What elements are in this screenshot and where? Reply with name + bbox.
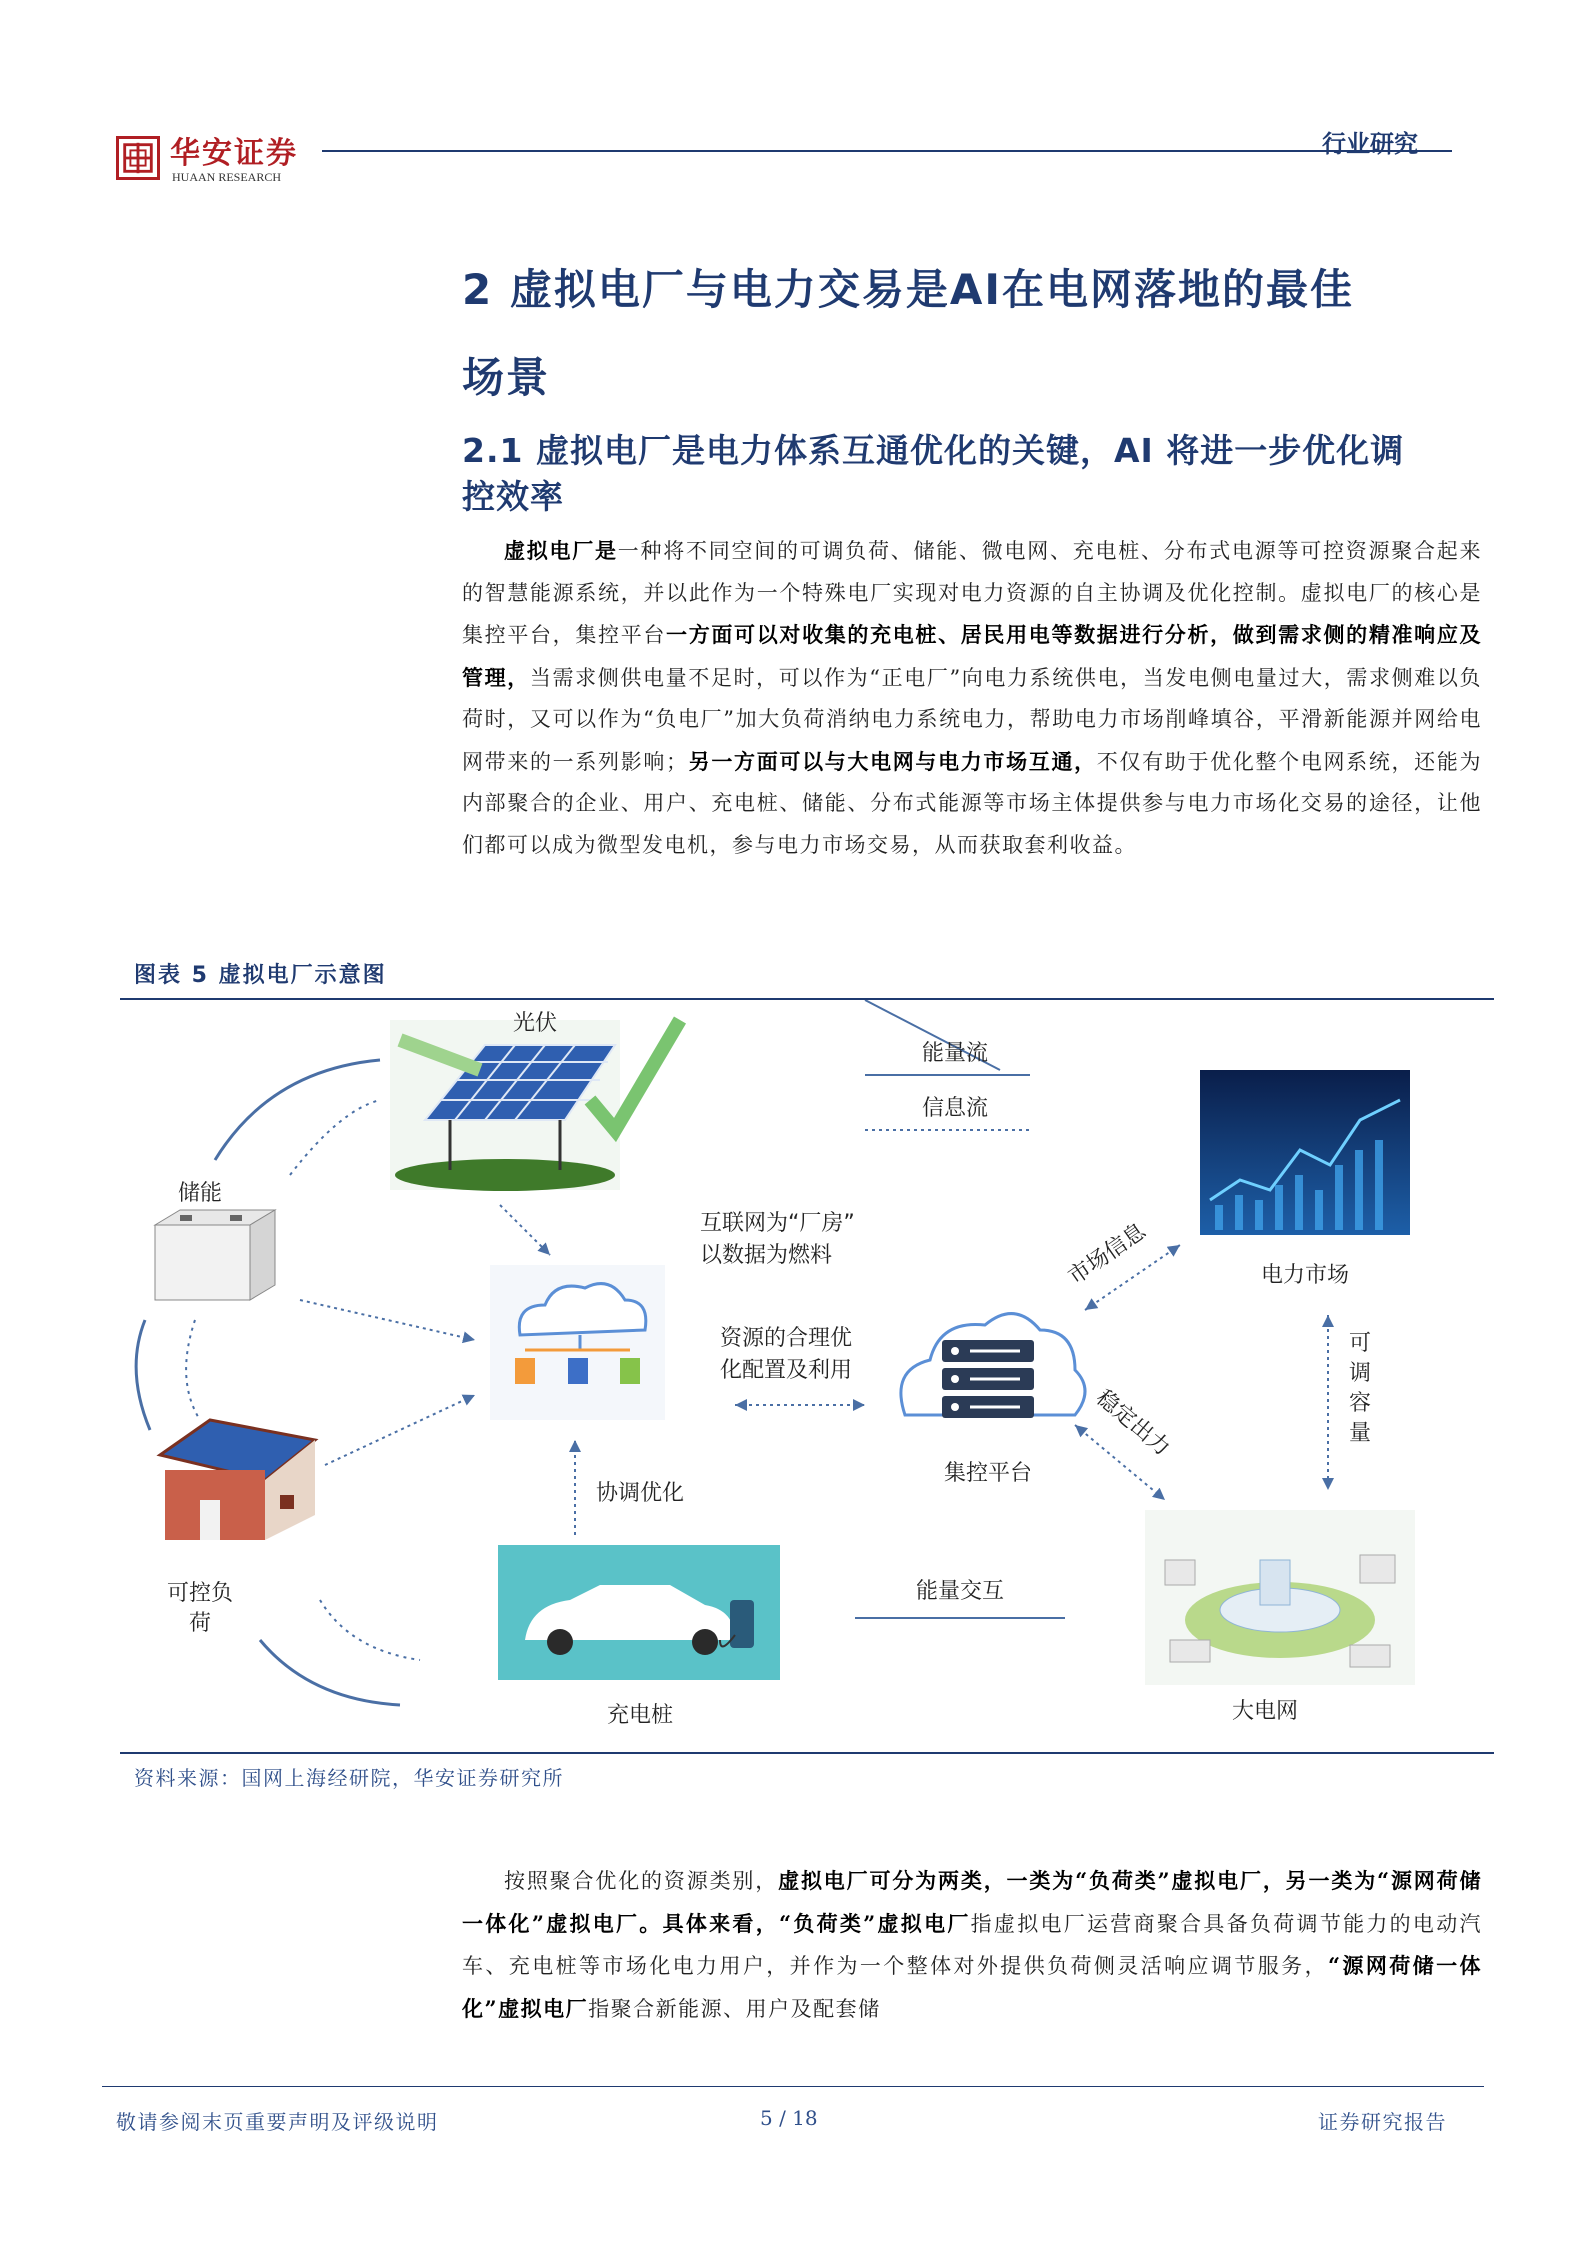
market-chart-image: [1200, 1070, 1410, 1235]
para2-bold-1: 虚拟电厂可分为两类，一类为“负荷类”虚拟电厂，另一类为“源网荷储一体化”虚拟电厂。具体来看，“负荷类”虚拟电厂: [462, 1868, 1482, 1936]
figure-source: 资料来源：国网上海经研院，华安证券研究所: [134, 1766, 564, 1790]
label-load-1: 可控负: [166, 1581, 234, 1606]
legend-energy-flow: 能量流: [921, 1041, 989, 1066]
figure-bottom-rule: [120, 1752, 1494, 1754]
cloud-network-image: [490, 1265, 665, 1420]
label-market-info: 市场信息: [1064, 1218, 1151, 1290]
para2-text-3: 指聚合新能源、用户及配套储: [588, 1996, 881, 2021]
label-resource-1: 资源的合理优: [720, 1326, 853, 1351]
para1-text-2: 当需求侧供电量不足时，可以作为“正电厂”向电力系统供电，当发电侧电量过大，需求侧难以负荷时，又可以作为“负电厂”加大负荷消纳电力系统电力，帮助电力市场削峰填谷，平滑新能源并网给电网带来的一系列影响；: [462, 665, 1483, 774]
grid-city-image: [1145, 1510, 1415, 1685]
section-heading-line1: 2 虚拟电厂与电力交易是AI在电网落地的最佳: [462, 265, 1354, 314]
legend-info-flow: 信息流: [921, 1096, 989, 1121]
page-number: 5 / 18: [760, 2106, 818, 2130]
arrow-storage-cloud: [300, 1300, 475, 1340]
label-resource-2: 化配置及利用: [720, 1358, 853, 1383]
charging-car-image: [498, 1545, 780, 1680]
battery-image: [155, 1210, 275, 1300]
arc-load-charger-info: [320, 1600, 420, 1660]
label-adjustable-4: 量: [1348, 1421, 1372, 1446]
subsection-heading-line2: 控效率: [462, 477, 564, 516]
label-stable-output: 稳定出力: [1091, 1385, 1175, 1462]
label-adjustable-2: 调: [1348, 1361, 1372, 1386]
footer-disclaimer: 敬请参阅末页重要声明及评级说明: [116, 2110, 439, 2134]
body-paragraph-2: [462, 1860, 1482, 2030]
footer-report-type: 证券研究报告: [1318, 2110, 1447, 2134]
server-platform-image: [901, 1314, 1085, 1418]
label-pv: 光伏: [512, 1011, 558, 1036]
logo-text: 华安证券: [170, 136, 298, 171]
label-adjustable-1: 可: [1348, 1331, 1372, 1356]
label-platform: 集控平台: [943, 1461, 1033, 1486]
logo-subtext: HUAAN RESEARCH: [172, 170, 282, 184]
vpp-diagram: [120, 1000, 1494, 1750]
para2-bold-2: “源网荷储一体化”虚拟电厂: [462, 1953, 1482, 2021]
subsection-heading: [462, 428, 1472, 520]
report-category: 行业研究: [1322, 130, 1418, 158]
label-charger: 充电桩: [606, 1703, 674, 1728]
para1-text-3: 不仅有助于优化整个电网系统，还能为内部聚合的企业、用户、充电桩、储能、分布式能源等市场主体提供参与电力市场化交易的途径，让他们都可以成为微型发电机，参与电力市场交易，从而获取套利收益。: [462, 749, 1483, 857]
house-image: [160, 1420, 315, 1540]
label-storage: 储能: [177, 1181, 223, 1206]
section-heading: [462, 246, 1472, 422]
section-heading-line2: 场景: [462, 353, 551, 402]
para1-text-1: 一种将不同空间的可调负荷、储能、微电网、充电桩、分布式电源等可控资源聚合起来的智慧能源系统，并以此作为一个特殊电厂实现对电力资源的自主协调及优化控制。虚拟电厂的核心是集控平台，集控平台: [462, 539, 1482, 647]
label-market: 电力市场: [1260, 1263, 1350, 1288]
arc-pv-storage: [215, 1060, 380, 1160]
figure-title: 图表 5 虚拟电厂示意图: [134, 963, 387, 988]
label-coordinate: 协调优化: [595, 1481, 685, 1506]
arc-pv-storage-info: [290, 1100, 380, 1175]
label-energy-interact: 能量交互: [915, 1579, 1005, 1604]
footer-divider: [102, 2086, 1484, 2087]
header-divider: [322, 150, 1452, 152]
para1-bold-1: 虚拟电厂是: [504, 538, 618, 563]
solar-panel-image: [390, 1020, 680, 1191]
arc-storage-load: [136, 1320, 150, 1430]
para2-text-2: 指虚拟电厂运营商聚合具备负荷调节能力的电动汽车、充电桩等市场化电力用户，并作为一个整体对外提供负荷侧灵活响应调节服务，: [462, 1911, 1482, 1978]
label-internet-1: 互联网为“厂房”: [700, 1211, 855, 1236]
label-load-2: 荷: [188, 1611, 212, 1636]
para1-bold-2: 一方面可以对收集的充电桩、居民用电等数据进行分析，做到需求侧的精准响应及管理，: [462, 622, 1483, 690]
body-paragraph-1: [462, 530, 1482, 866]
arc-storage-load-info: [186, 1320, 200, 1420]
arrow-pv-cloud: [500, 1205, 550, 1255]
label-grid: 大电网: [1231, 1699, 1299, 1724]
arc-load-charger: [260, 1640, 400, 1705]
label-internet-2: 以数据为燃料: [700, 1243, 833, 1268]
label-adjustable-3: 容: [1348, 1391, 1372, 1416]
logo-mark: [116, 136, 160, 180]
para1-bold-3: 另一方面可以与大电网与电力市场互通，: [688, 748, 1097, 774]
seal-icon: [119, 139, 157, 177]
para2-text-1: 按照聚合优化的资源类别，: [504, 1869, 779, 1893]
subsection-heading-line1: 2.1 虚拟电厂是电力体系互通优化的关键，AI 将进一步优化调: [462, 431, 1405, 470]
arrow-load-cloud: [325, 1395, 475, 1465]
